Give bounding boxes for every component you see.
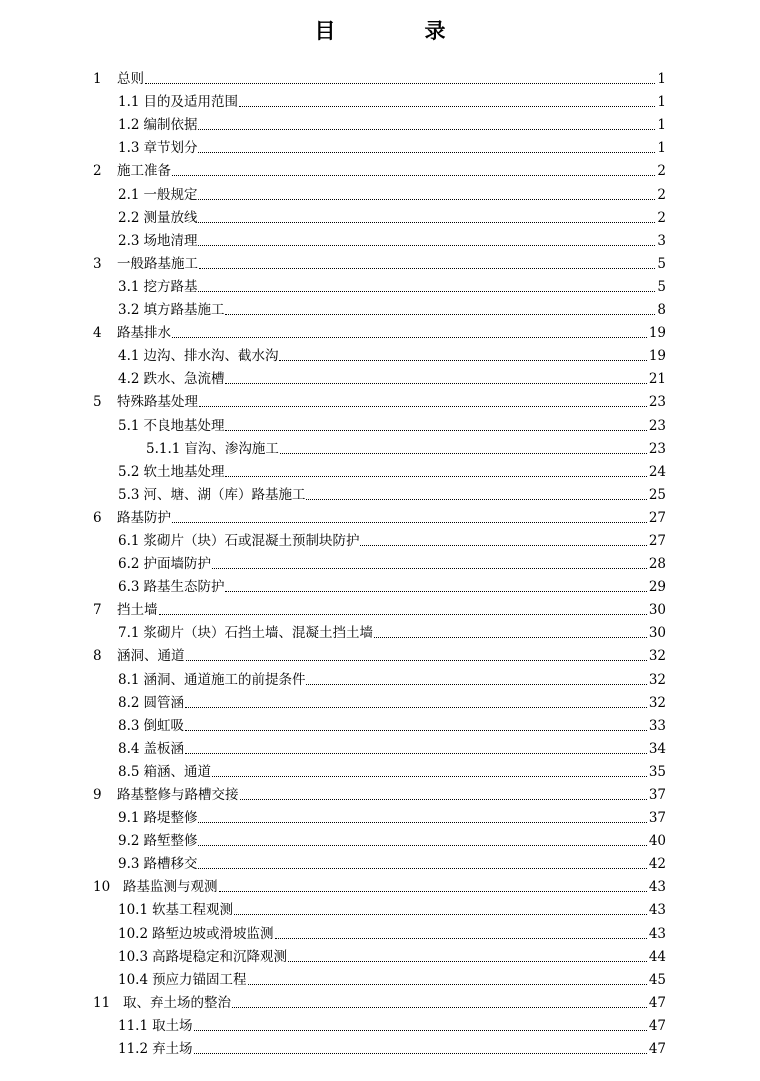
dot-leader xyxy=(194,1030,647,1031)
toc-entry-page: 2 xyxy=(657,209,666,226)
dot-leader xyxy=(199,268,655,269)
toc-entry[interactable] xyxy=(0,527,760,550)
toc-entry-page: 8 xyxy=(657,302,666,319)
toc-entry-page: 5 xyxy=(657,278,666,295)
toc-entry[interactable] xyxy=(0,943,760,966)
toc-entry-number: 8.5 xyxy=(118,763,140,780)
toc-entry[interactable] xyxy=(0,481,760,504)
dot-leader xyxy=(172,175,655,176)
toc-entry[interactable] xyxy=(0,504,760,527)
toc-entry-label: 填方路基施工 xyxy=(143,302,225,319)
toc-entry[interactable] xyxy=(0,873,760,896)
toc-entry[interactable] xyxy=(0,458,760,481)
toc-entry-label: 路基监测与观测 xyxy=(123,879,218,896)
toc-entry-number: 9.3 xyxy=(118,856,140,873)
dot-leader xyxy=(198,152,655,153)
toc-entry-page: 47 xyxy=(648,994,666,1011)
toc-entry-page: 29 xyxy=(648,579,666,596)
dot-leader xyxy=(194,1053,647,1054)
toc-entry-number: 4.2 xyxy=(118,371,140,388)
toc-entry[interactable] xyxy=(0,388,760,411)
toc-entry-label: 边沟、排水沟、截水沟 xyxy=(143,348,279,365)
toc-entry[interactable] xyxy=(0,88,760,111)
toc-entry-page: 23 xyxy=(648,440,666,457)
toc-entry-label: 软土地基处理 xyxy=(143,463,225,480)
toc-entry-number: 3 xyxy=(93,255,102,272)
toc-entry-page: 43 xyxy=(648,925,666,942)
dot-leader xyxy=(225,476,646,477)
toc-entry-label: 箱涵、通道 xyxy=(143,763,211,780)
dot-leader xyxy=(198,199,655,200)
toc-entry-label: 路堑整修 xyxy=(143,833,198,850)
toc-entry-label: 一般规定 xyxy=(143,186,198,203)
toc-entry[interactable] xyxy=(0,296,760,319)
toc-entry-label: 圆管涵 xyxy=(143,694,184,711)
toc-entry[interactable] xyxy=(0,411,760,434)
toc-entry-number: 5.1 xyxy=(118,417,140,434)
toc-entry-number: 10.2 xyxy=(118,925,149,942)
toc-entry-label: 浆砌片（块）石或混凝土预制块防护 xyxy=(143,532,360,549)
toc-entry-number: 5 xyxy=(93,394,102,411)
toc-entry-page: 37 xyxy=(648,810,666,827)
toc-entry-page: 23 xyxy=(648,394,666,411)
dot-leader xyxy=(240,799,647,800)
toc-entry-page: 43 xyxy=(648,879,666,896)
dot-leader xyxy=(225,314,655,315)
dot-leader xyxy=(198,245,655,246)
toc-entry-number: 11.2 xyxy=(118,1041,149,1058)
dot-leader xyxy=(212,776,647,777)
toc-entry-number: 10.3 xyxy=(118,948,149,965)
dot-leader xyxy=(198,822,646,823)
toc-entry-label: 测量放线 xyxy=(143,209,198,226)
toc-entry-number: 5.2 xyxy=(118,463,140,480)
toc-entry-number: 6.1 xyxy=(118,532,140,549)
dot-leader xyxy=(198,291,655,292)
toc-entry-page: 24 xyxy=(648,463,666,480)
toc-entry[interactable] xyxy=(0,365,760,388)
toc-entry-label: 目的及适用范围 xyxy=(143,94,238,111)
dot-leader xyxy=(232,1007,647,1008)
dot-leader xyxy=(275,938,647,939)
toc-entry-label: 跌水、急流槽 xyxy=(143,371,225,388)
toc-entry-page: 3 xyxy=(657,232,666,249)
toc-entry-page: 37 xyxy=(648,787,666,803)
toc-entry-number: 6 xyxy=(93,509,102,526)
toc-entry[interactable] xyxy=(0,342,760,365)
toc-entry-label: 河、塘、湖（库）路基施工 xyxy=(143,486,306,503)
toc-entry-number: 10 xyxy=(93,879,111,896)
toc-entry[interactable] xyxy=(0,966,760,989)
dot-leader xyxy=(374,637,647,638)
toc-entry-number: 1.1 xyxy=(118,94,140,111)
toc-entry-label: 路槽移交 xyxy=(143,856,198,873)
toc-entry-label: 路基整修与路槽交接 xyxy=(117,787,239,803)
dot-leader xyxy=(288,961,647,962)
toc-entry-label: 盲沟、渗沟施工 xyxy=(184,440,279,457)
toc-entry[interactable] xyxy=(0,596,760,619)
toc-entry-number: 9.1 xyxy=(118,810,140,827)
dot-leader xyxy=(234,914,647,915)
dot-leader xyxy=(198,845,646,846)
dot-leader xyxy=(159,614,647,615)
toc-entry[interactable] xyxy=(0,180,760,203)
toc-entry-label: 涵洞、通道 xyxy=(117,648,185,665)
toc-entry[interactable] xyxy=(0,989,760,1012)
toc-entry-number: 11 xyxy=(93,994,111,1011)
toc-entry-page: 1 xyxy=(657,117,666,134)
toc-entry-page: 19 xyxy=(648,348,666,365)
toc-title: 目 录 xyxy=(314,19,480,43)
toc-entry-label: 软基工程观测 xyxy=(152,902,234,919)
toc-entry[interactable] xyxy=(0,1035,760,1058)
toc-entry-page: 35 xyxy=(648,763,666,780)
toc-entry-number: 7 xyxy=(93,602,102,619)
toc-entry-label: 章节划分 xyxy=(143,140,198,157)
toc-entry-label: 取、弃土场的整治 xyxy=(123,994,231,1011)
toc-entry[interactable] xyxy=(0,134,760,157)
toc-entry-label: 护面墙防护 xyxy=(143,556,211,573)
dot-leader xyxy=(306,684,646,685)
dot-leader xyxy=(225,383,646,384)
toc-entry-page: 45 xyxy=(648,971,666,988)
toc-entry-number: 2 xyxy=(93,163,102,180)
toc-entry-label: 挖方路基 xyxy=(143,278,198,295)
dot-leader xyxy=(279,360,646,361)
toc-entry-page: 32 xyxy=(648,648,666,665)
dot-leader xyxy=(212,568,647,569)
toc-entry[interactable] xyxy=(0,919,760,942)
toc-entry-number: 10.1 xyxy=(118,902,149,919)
toc-entry-page: 21 xyxy=(648,371,666,388)
toc-entry-page: 2 xyxy=(657,186,666,203)
dot-leader xyxy=(186,660,647,661)
toc-entry-page: 32 xyxy=(648,694,666,711)
table-of-contents xyxy=(0,65,760,1058)
dot-leader xyxy=(225,430,646,431)
toc-entry-number: 8.4 xyxy=(118,740,140,757)
toc-entry[interactable] xyxy=(0,689,760,712)
dot-leader xyxy=(219,891,647,892)
toc-entry[interactable] xyxy=(0,850,760,873)
toc-entry[interactable] xyxy=(0,735,760,758)
toc-entry-label: 高路堤稳定和沉降观测 xyxy=(152,948,288,965)
toc-entry-number: 8 xyxy=(93,648,102,665)
toc-entry-label: 路基生态防护 xyxy=(143,579,225,596)
toc-entry-label: 一般路基施工 xyxy=(117,255,198,272)
toc-entry[interactable] xyxy=(0,157,760,180)
toc-entry-page: 5 xyxy=(657,255,666,272)
toc-entry-label: 取土场 xyxy=(152,1017,193,1034)
toc-entry-label: 浆砌片（块）石挡土墙、混凝土挡土墙 xyxy=(143,625,373,642)
toc-entry[interactable] xyxy=(0,758,760,781)
toc-entry-label: 挡土墙 xyxy=(117,602,158,619)
toc-entry[interactable] xyxy=(0,1012,760,1035)
toc-entry-page: 33 xyxy=(648,717,666,734)
dot-leader xyxy=(198,129,655,130)
toc-entry[interactable] xyxy=(0,573,760,596)
dot-leader xyxy=(199,406,647,407)
toc-entry-page: 1 xyxy=(657,94,666,111)
toc-entry-label: 施工准备 xyxy=(117,163,171,180)
toc-entry-page: 43 xyxy=(648,902,666,919)
toc-entry[interactable] xyxy=(0,712,760,735)
dot-leader xyxy=(225,591,646,592)
toc-entry-page: 1 xyxy=(657,71,666,88)
toc-entry[interactable] xyxy=(0,642,760,665)
dot-leader xyxy=(306,499,646,500)
toc-entry-number: 1 xyxy=(93,71,102,88)
toc-entry-number: 6.3 xyxy=(118,579,140,596)
toc-entry-label: 倒虹吸 xyxy=(143,717,184,734)
toc-entry[interactable] xyxy=(0,319,760,342)
dot-leader xyxy=(172,337,647,338)
toc-entry-number: 2.3 xyxy=(118,232,140,249)
toc-entry-label: 总则 xyxy=(117,71,144,88)
toc-entry-page: 47 xyxy=(648,1017,666,1034)
toc-entry-page: 32 xyxy=(648,671,666,688)
toc-entry[interactable] xyxy=(0,435,760,458)
toc-entry-page: 42 xyxy=(648,856,666,873)
toc-entry-page: 27 xyxy=(648,509,666,526)
toc-entry-number: 1.3 xyxy=(118,140,140,157)
toc-entry-number: 8.3 xyxy=(118,717,140,734)
toc-entry[interactable] xyxy=(0,273,760,296)
toc-entry-page: 19 xyxy=(648,325,666,342)
toc-entry-number: 6.2 xyxy=(118,556,140,573)
dot-leader xyxy=(185,753,647,754)
dot-leader xyxy=(185,707,647,708)
toc-entry-page: 28 xyxy=(648,556,666,573)
dot-leader xyxy=(280,453,647,454)
toc-entry[interactable] xyxy=(0,665,760,688)
toc-entry-page: 44 xyxy=(648,948,666,965)
toc-entry-label: 场地清理 xyxy=(143,232,198,249)
toc-entry[interactable] xyxy=(0,65,760,88)
toc-entry-number: 2.1 xyxy=(118,186,140,203)
toc-entry-number: 5.3 xyxy=(118,486,140,503)
toc-entry[interactable] xyxy=(0,227,760,250)
toc-entry-number: 7.1 xyxy=(118,625,140,642)
toc-entry-number: 1.2 xyxy=(118,117,140,134)
toc-entry[interactable] xyxy=(0,250,760,273)
toc-entry-number: 8.2 xyxy=(118,694,140,711)
toc-entry-number: 4.1 xyxy=(118,348,140,365)
dot-leader xyxy=(248,984,647,985)
toc-entry-label: 路基防护 xyxy=(117,509,171,526)
toc-entry[interactable] xyxy=(0,896,760,919)
toc-entry-label: 不良地基处理 xyxy=(143,417,225,434)
toc-entry-page: 30 xyxy=(648,625,666,642)
toc-entry[interactable] xyxy=(0,619,760,642)
toc-entry-label: 预应力锚固工程 xyxy=(152,971,247,988)
dot-leader xyxy=(198,868,646,869)
dot-leader xyxy=(145,83,655,84)
toc-entry-number: 9 xyxy=(93,787,102,803)
toc-entry[interactable] xyxy=(0,550,760,573)
toc-entry-number: 9.2 xyxy=(118,833,140,850)
toc-entry-label: 路堑边坡或滑坡监测 xyxy=(152,925,274,942)
toc-entry-label: 弃土场 xyxy=(152,1041,193,1058)
dot-leader xyxy=(239,106,655,107)
toc-entry-label: 路堤整修 xyxy=(143,810,198,827)
toc-entry-page: 47 xyxy=(648,1041,666,1058)
toc-entry-page: 2 xyxy=(657,163,666,180)
toc-entry[interactable] xyxy=(0,804,760,827)
toc-entry-page: 25 xyxy=(648,486,666,503)
toc-entry-page: 40 xyxy=(648,833,666,850)
dot-leader xyxy=(198,222,655,223)
toc-entry[interactable] xyxy=(0,204,760,227)
toc-entry-label: 特殊路基处理 xyxy=(117,394,198,411)
toc-entry[interactable] xyxy=(0,781,760,804)
toc-entry-page: 34 xyxy=(648,740,666,757)
toc-entry-page: 27 xyxy=(648,532,666,549)
toc-entry-number: 2.2 xyxy=(118,209,140,226)
dot-leader xyxy=(172,522,647,523)
toc-entry-page: 1 xyxy=(657,140,666,157)
toc-entry-label: 涵洞、通道施工的前提条件 xyxy=(143,671,306,688)
toc-entry-number: 3.2 xyxy=(118,302,140,319)
toc-entry-page: 30 xyxy=(648,602,666,619)
toc-entry-label: 路基排水 xyxy=(117,325,171,342)
toc-entry-number: 4 xyxy=(93,325,102,342)
toc-entry-number: 8.1 xyxy=(118,671,140,688)
toc-entry-number: 11.1 xyxy=(118,1017,149,1034)
toc-entry-label: 编制依据 xyxy=(143,117,198,134)
toc-entry[interactable] xyxy=(0,111,760,134)
toc-entry[interactable] xyxy=(0,827,760,850)
toc-entry-number: 5.1.1 xyxy=(146,440,181,457)
toc-entry-page: 23 xyxy=(648,417,666,434)
toc-entry-label: 盖板涵 xyxy=(143,740,184,757)
toc-entry-number: 3.1 xyxy=(118,278,140,295)
dot-leader xyxy=(185,730,647,731)
dot-leader xyxy=(360,545,646,546)
toc-entry-number: 10.4 xyxy=(118,971,149,988)
